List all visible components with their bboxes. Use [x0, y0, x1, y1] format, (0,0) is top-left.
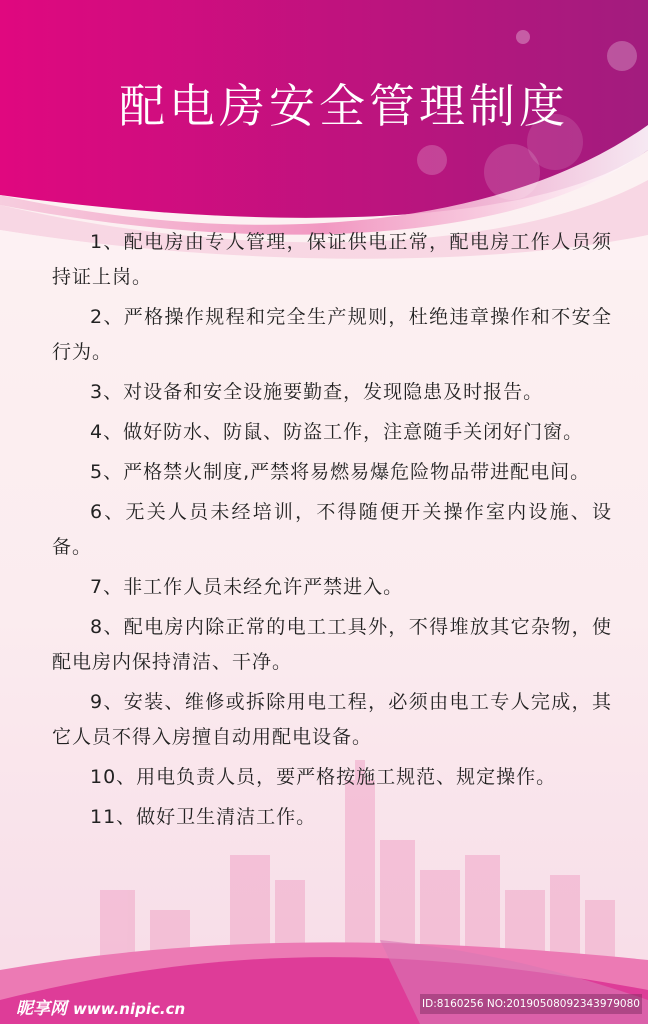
rule-item: 11、做好卫生清洁工作。 — [90, 806, 317, 828]
rule-item: 5、严格禁火制度,严禁将易燃易爆危险物品带进配电间。 — [90, 461, 591, 483]
watermark-logo-text: 昵享网 — [16, 999, 67, 1019]
rule-item: 4、做好防水、防鼠、防盗工作，注意随手关闭好门窗。 — [90, 421, 584, 443]
watermark-site: www.nipic.cn — [73, 1000, 186, 1018]
rules-list — [52, 225, 612, 840]
rule-item: 10、用电负责人员，要严格按施工规范、规定操作。 — [90, 766, 557, 788]
rule-item: 6、无关人员未经培训，不得随便开关操作室内设施、设备。 — [52, 501, 612, 558]
rule-item: 7、非工作人员未经允许严禁进入。 — [90, 576, 404, 598]
watermark-logo — [16, 994, 185, 1019]
page-title: 配电房安全管理制度 — [119, 79, 569, 133]
rule-item: 1、配电房由专人管理，保证供电正常，配电房工作人员须持证上岗。 — [52, 231, 612, 288]
rule-item: 2、严格操作规程和完全生产规则，杜绝违章操作和不安全行为。 — [52, 306, 612, 363]
rule-item: 3、对设备和安全设施要勤查，发现隐患及时报告。 — [90, 381, 544, 403]
rule-item: 8、配电房内除正常的电工工具外，不得堆放其它杂物，使配电房内保持清洁、干净。 — [52, 616, 612, 673]
rule-item: 9、安装、维修或拆除用电工程，必须由电工专人完成，其它人员不得入房擅自动用配电设备。 — [52, 691, 612, 748]
watermark-id: ID:8160256 NO:20190508092343979080 — [420, 994, 642, 1014]
